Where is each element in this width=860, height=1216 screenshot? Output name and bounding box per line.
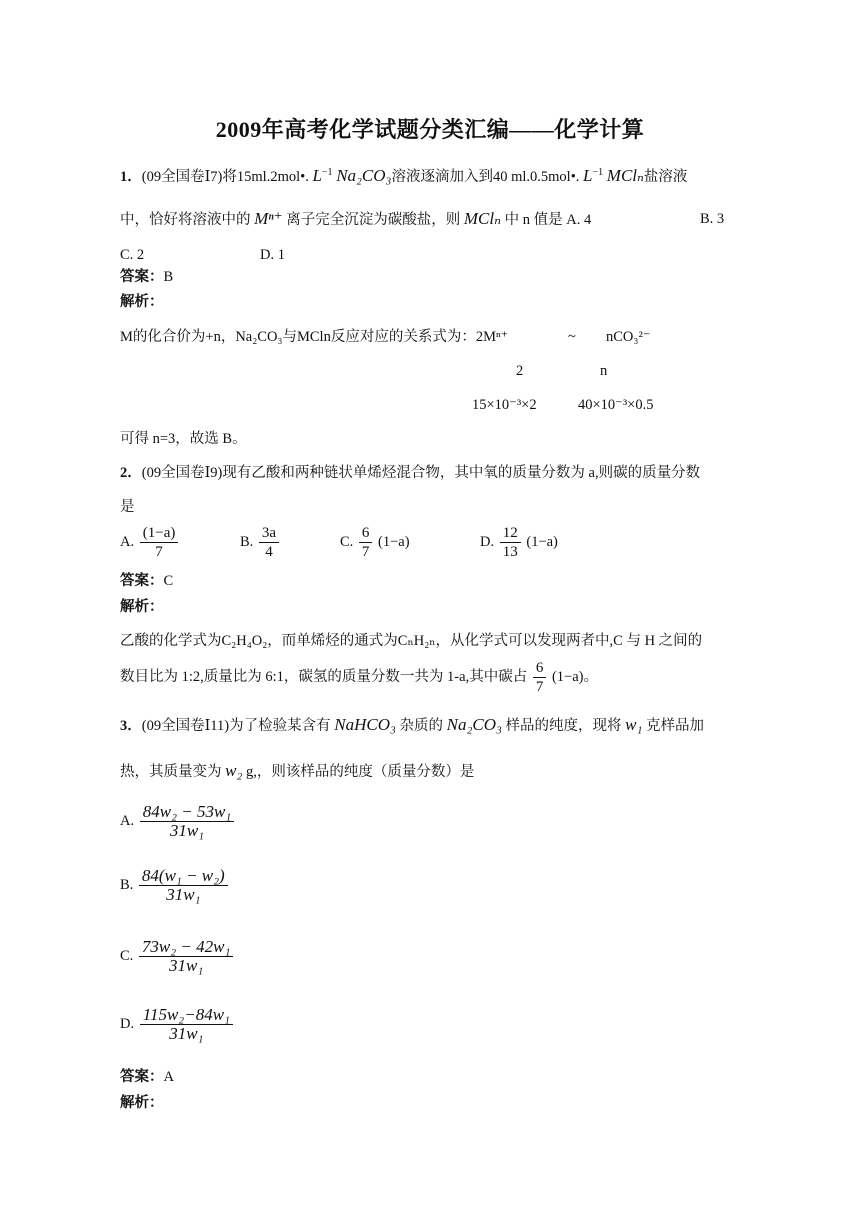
q1-analysis-line1: M的化合价为+n，Na₂CO₃与MCln反应对应的关系式为：2Mⁿ⁺	[120, 329, 509, 345]
q1-option-c: C. 2	[120, 247, 145, 263]
q3-opt-a-den: 31w₁	[169, 821, 205, 840]
q1-conclusion: 可得 n=3，故选 B。	[120, 431, 247, 447]
q2-opt-b-num: 3a	[259, 524, 279, 543]
q1-option-b: B. 3	[700, 211, 725, 227]
q2-option-d	[480, 524, 558, 561]
q2-analysis-label: 解析：	[120, 599, 164, 615]
q2-opt-c-label: C.	[340, 533, 354, 550]
q2-analysis2-tail: (1−a)。	[551, 668, 598, 685]
q3-opt-a-num: 84w₂ − 53w₁	[140, 803, 234, 822]
q3-opt-a-label: A.	[120, 812, 135, 829]
q3-formula-nahco3: NaHCO₃	[334, 715, 396, 734]
q3-number: 3	[120, 718, 128, 734]
q3-option-d	[120, 1006, 235, 1043]
q2-opt-a-label: A.	[120, 533, 135, 550]
q1-answer-value: B	[163, 269, 174, 285]
q3-option-a	[120, 803, 236, 840]
q3-answer-label: 答案：	[120, 1069, 164, 1085]
q3-text1a: (09全国卷Ⅰ11)为了检验某含有	[141, 718, 331, 734]
q1-coef-left: 2	[516, 363, 524, 379]
q2-opt-d-num: 12	[500, 524, 521, 543]
q1-mid: 溶液逐滴加入到40 ml.0.5mol•.	[391, 168, 580, 185]
q3-opt-d-label: D.	[120, 1015, 135, 1032]
q3-option-b	[120, 867, 230, 904]
q1-formula-mcln-2: MClₙ	[463, 209, 501, 228]
q1-suffix: 盐溶液	[643, 168, 688, 185]
q2-opt-d-fraction	[500, 524, 521, 561]
q1-formula-mcln: MClₙ	[606, 165, 644, 185]
q2-opt-a-fraction	[140, 524, 179, 561]
q1-unit1: L	[312, 165, 322, 185]
q1-analysis-label: 解析：	[120, 294, 164, 310]
q1-number: 1	[120, 168, 128, 185]
q1-prefix: (09全国卷Ⅰ7)将15ml.2mol•.	[141, 168, 309, 185]
q3-opt-d-num: 115w₂−84w₁	[140, 1006, 233, 1025]
q3-opt-c-num: 73w₂ − 42w₁	[139, 938, 233, 957]
q1-line2-text-b: 离子完全沉淀为碳酸盐，则	[286, 212, 461, 228]
q3-option-c	[120, 938, 235, 975]
q2-opt-c-fraction	[359, 524, 373, 561]
q3-text1c: 样品的纯度，现将	[505, 718, 622, 734]
q3-answer	[120, 1067, 174, 1087]
q2-analysis-fraction	[533, 659, 547, 696]
q2-opt-b-fraction	[259, 524, 279, 561]
q3-opt-b-label: B.	[120, 876, 134, 893]
q2-opt-c-den: 7	[361, 544, 370, 560]
q2-analysis-frac-den: 7	[535, 679, 544, 695]
page-title: 2009年高考化学试题分类汇编——化学计算	[215, 117, 645, 142]
q1-tilde: ~	[568, 329, 576, 345]
q3-opt-c-fraction	[139, 938, 233, 975]
q1-line2	[120, 209, 591, 230]
q2-number: 2	[120, 465, 128, 481]
q3-text1b: 杂质的	[399, 718, 444, 734]
q2-opt-a-den: 7	[155, 544, 163, 560]
q1-line1: 1．(09全国卷Ⅰ7)将15ml.2mol•. $L^{-1}$ Na₂CO₃溶液逐滴加入到40 ml.0.5mol•. $L^{-1}$ MClₙ盐溶液	[120, 165, 688, 185]
q3-opt-b-fraction	[139, 867, 228, 904]
q3-analysis-label: 解析：	[120, 1095, 164, 1111]
q2-opt-a-num: (1−a)	[140, 524, 179, 543]
q1-line2-text-a: 中，恰好将溶液中的	[120, 212, 251, 228]
q1-ion: Mⁿ⁺	[254, 209, 283, 228]
q2-answer-value: C	[163, 573, 174, 589]
q2-line2: 是	[120, 499, 135, 515]
q3-opt-c-label: C.	[120, 947, 134, 964]
q3-opt-d-den: 31w₁	[169, 1024, 204, 1043]
q2-answer	[120, 571, 173, 591]
q3-answer-value: A	[163, 1069, 174, 1085]
q3-text1d: 克样品加	[646, 718, 705, 734]
q3-line2	[120, 761, 474, 782]
q1-calc-right: 40×10⁻³×0.5	[578, 397, 654, 413]
q2-analysis2-text: 数目比为 1:2,质量比为 6:1，碳氢的质量分数一共为 1-a,其中碳占	[120, 668, 528, 685]
q1-line2-text-c: 中 n 值是 A. 4	[504, 212, 592, 228]
q3-text2b: g,，则该样品的纯度（质量分数）是	[246, 764, 475, 780]
q2-opt-d-label: D.	[480, 533, 495, 550]
q2-opt-b-den: 4	[265, 544, 273, 560]
q3-opt-c-den: 31w₁	[169, 956, 204, 975]
q1-formula-na2co3: Na₂CO₃	[336, 165, 392, 185]
q3-opt-b-den: 31w₁	[166, 885, 201, 904]
q2-analysis-line2	[120, 659, 598, 696]
q3-text2a: 热，其质量变为	[120, 764, 222, 780]
q2-option-c	[340, 524, 410, 561]
q2-opt-d-den: 13	[502, 544, 518, 560]
q3-w2: w₂	[225, 761, 243, 780]
q3-formula-na2co3: Na₂CO₃	[446, 715, 502, 734]
q2-analysis-frac-num: 6	[533, 659, 547, 678]
q3-line1: 3．(09全国卷Ⅰ11)为了检验某含有 NaHCO₃ 杂质的 Na₂CO₃ 样品的纯度，现将 w₁ 克样品加	[120, 715, 705, 734]
q2-text1: (09全国卷Ⅰ9)现有乙酸和两种链状单烯烃混合物，其中氧的质量分数为 a,则碳的质量分数	[141, 465, 701, 481]
q2-analysis-line1: 乙酸的化学式为C₂H₄O₂，而单烯烃的通式为CₙH₂ₙ，从化学式可以发现两者中,C 与 H 之间的	[120, 633, 703, 649]
q1-answer	[120, 267, 173, 287]
q2-opt-c-num: 6	[359, 524, 373, 543]
q1-calc-left: 15×10⁻³×2	[472, 397, 537, 413]
q1-unit-exp: −1	[321, 167, 333, 178]
q2-line1: 2．(09全国卷Ⅰ9)现有乙酸和两种链状单烯烃混合物，其中氧的质量分数为 a,则碳的质量分数	[120, 465, 701, 481]
q3-opt-d-fraction	[140, 1006, 233, 1043]
q2-option-b	[240, 524, 281, 561]
q2-opt-c-tail: (1−a)	[378, 533, 410, 550]
q3-w1: w₁	[625, 715, 643, 734]
q1-answer-label: 答案：	[120, 269, 164, 285]
q1-coef-right: n	[600, 363, 608, 379]
q2-opt-d-tail: (1−a)	[526, 533, 558, 550]
q3-opt-b-num: 84(w₁ − w₂)	[139, 867, 228, 886]
q2-option-a	[120, 524, 180, 561]
q1-option-d: D. 1	[260, 247, 285, 263]
q2-answer-label: 答案：	[120, 573, 164, 589]
q2-opt-b-label: B.	[240, 533, 254, 550]
q1-relation-right: nCO₃²⁻	[606, 329, 651, 345]
q3-opt-a-fraction	[140, 803, 234, 840]
